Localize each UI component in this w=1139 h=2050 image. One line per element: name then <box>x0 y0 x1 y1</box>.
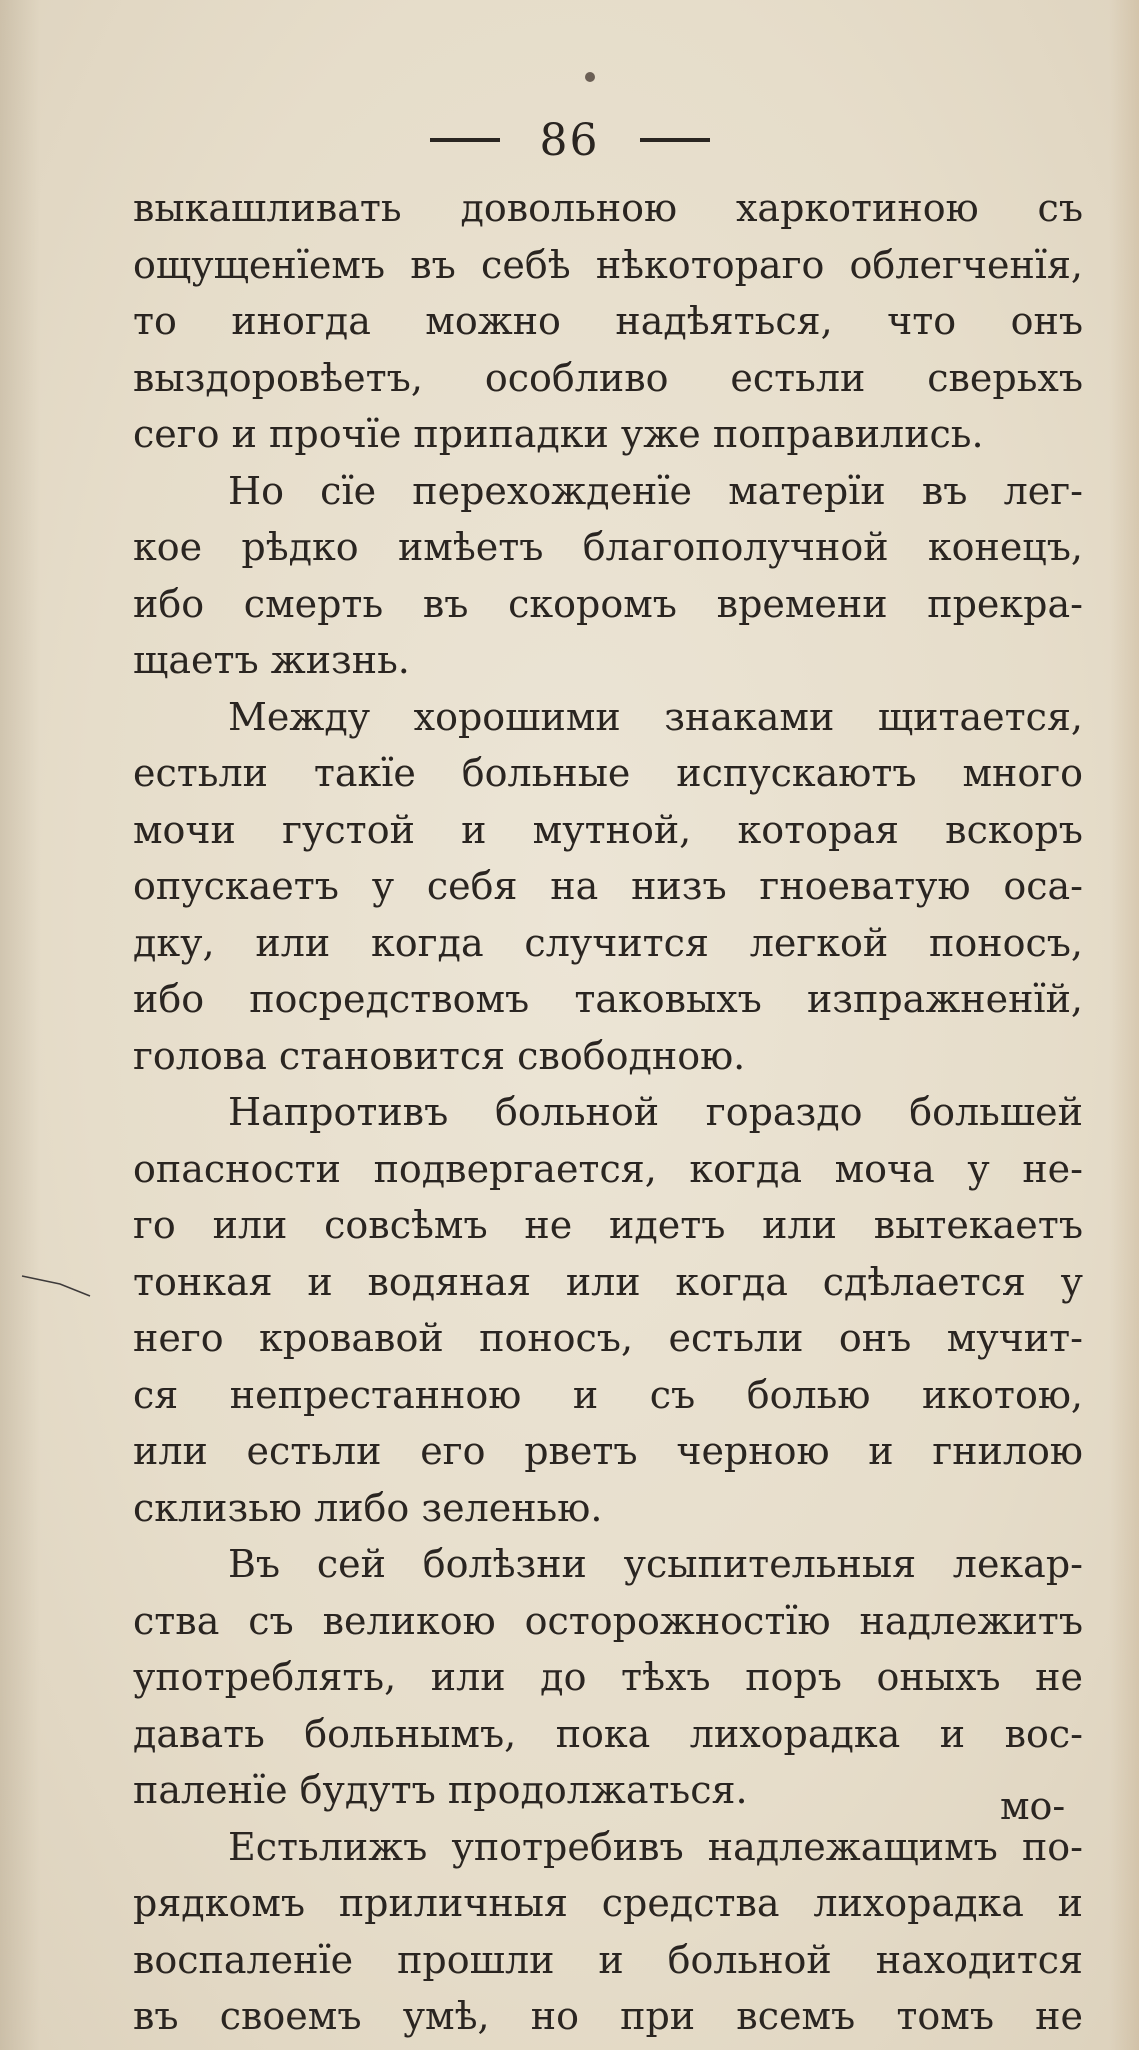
text-line: Между хорошими знаками щитается, <box>228 694 1083 739</box>
text-line: сего и прочїе припадки уже поправились. <box>133 412 984 456</box>
text-line: Въ сей болѣзни усыпительныя лекар- <box>228 1542 1083 1586</box>
text-line: щаетъ жизнь. <box>133 638 410 682</box>
margin-pencil-mark <box>20 1268 100 1298</box>
text-line: естьли такїе больные испускаютъ много <box>133 751 1083 795</box>
text-line: голова становится свободною. <box>133 1033 746 1078</box>
page-number: 86 <box>539 114 600 166</box>
text-line: го или совсѣмъ не идетъ или вытекаетъ <box>133 1203 1083 1247</box>
text-line: склизью либо зеленью. <box>133 1485 603 1530</box>
text-line: ощущенїемъ въ себѣ нѣкотораго облегченїя, <box>133 242 1083 287</box>
page-edge-shadow <box>1109 0 1139 2050</box>
text-line: Естьлижъ употребивъ надлежащимъ по- <box>228 1824 1083 1869</box>
text-line: воспаленїе прошли и больной находится <box>133 1937 1083 1982</box>
text-line: или естьли его рветъ черною и гнилою <box>133 1429 1083 1473</box>
text-line: опускаетъ у себя на низъ гноеватую оса- <box>133 864 1083 908</box>
ink-dot <box>585 72 595 82</box>
text-line: дку, или когда случится легкой поносъ, <box>133 920 1083 965</box>
text-line: тонкая и водяная или когда сдѣлается у <box>133 1259 1083 1304</box>
catchword: мо- <box>1000 1784 1066 1828</box>
text-line: давать больнымъ, пока лихорадка и вос- <box>133 1711 1083 1756</box>
text-line: выкашливать довольною харкотиною съ <box>133 186 1083 230</box>
body-text <box>133 180 1083 2045</box>
text-line: ся непрестанною и съ болью икотою, <box>133 1372 1083 1417</box>
text-line: ибо смерть въ скоромъ времени прекра- <box>133 581 1083 626</box>
text-line: рядкомъ приличныя средства лихорадка и <box>133 1881 1083 1925</box>
text-line: Напротивъ больной гораздо большей <box>228 1090 1083 1134</box>
text-line: Но сїе перехожденїе матерїи въ лег- <box>228 468 1083 513</box>
text-line: ства съ великою осторожностїю надлежитъ <box>133 1598 1083 1643</box>
text-line: паленїе будутъ продолжаться. <box>133 1768 748 1812</box>
page-header <box>0 105 1139 175</box>
text-line: въ своемъ умѣ, но при всемъ томъ не <box>133 1994 1083 2038</box>
gutter-shadow <box>0 0 40 2050</box>
header-rule-right <box>640 138 710 142</box>
text-line: него кровавой поносъ, естьли онъ мучит- <box>133 1316 1083 1360</box>
header-rule-left <box>430 138 500 142</box>
text-line: мочи густой и мутной, которая вскоръ <box>133 807 1083 852</box>
text-line: употреблять, или до тѣхъ поръ оныхъ не <box>133 1655 1083 1699</box>
text-line: опасности подвергается, когда моча у не- <box>133 1146 1083 1191</box>
text-line: кое рѣдко имѣетъ благополучной конецъ, <box>133 525 1083 569</box>
text-line: то иногда можно надѣяться, что онъ <box>133 299 1083 343</box>
text-line: выздоровѣетъ, особливо естьли сверьхъ <box>133 355 1083 400</box>
text-line: ибо посредствомъ таковыхъ изпражненїй, <box>133 977 1083 1021</box>
